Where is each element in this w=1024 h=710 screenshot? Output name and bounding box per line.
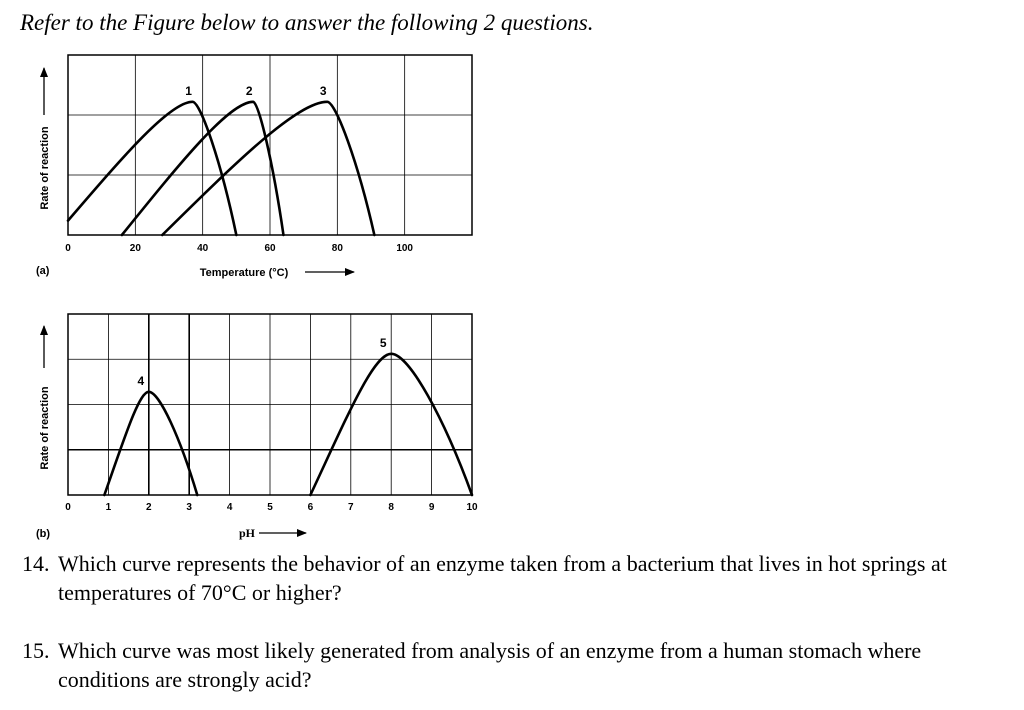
plot-b-grid	[68, 314, 472, 495]
question-14	[22, 549, 1007, 607]
plot-a-curve-label-1: 1	[185, 83, 192, 98]
plot-b-y-axis-label: Rate of reaction	[39, 386, 51, 470]
plot-a-tick-label: 100	[396, 243, 414, 254]
question-15	[22, 636, 1007, 694]
plot-b-x-ticks	[65, 502, 478, 513]
plot-b-tick-label: 4	[226, 502, 233, 513]
question-14-text: Which curve represents the behavior of an enzyme taken from a bacterium that lives in hot springs at temperatures of 70°C or higher?	[58, 551, 947, 605]
plot-a-tick-label: 80	[331, 243, 343, 254]
intro-text: Refer to the Figure below to answer the following 2 questions.	[20, 10, 594, 35]
plot-a-curve-3	[162, 102, 374, 235]
plot-a-tick-label: 20	[129, 243, 141, 254]
question-15-number: 15.	[22, 638, 50, 663]
figure-a	[36, 55, 472, 279]
plot-a-curves	[68, 84, 374, 235]
question-15-text: Which curve was most likely generated from analysis of an enzyme from a human stomach where conditions are strongly acid?	[58, 638, 922, 692]
plot-a-x-ticks	[65, 243, 413, 254]
plot-b-tick-label: 5	[267, 502, 273, 513]
question-14-number: 14.	[22, 551, 50, 576]
plot-b-tick-label: 8	[388, 502, 394, 513]
plot-b-curve-label-5: 5	[379, 335, 387, 350]
plot-a-curve-1	[68, 102, 236, 235]
plot-b-tick-label: 9	[428, 502, 435, 513]
plot-b-tick-label: 3	[186, 502, 192, 513]
plot-b-x-axis-label: pH	[239, 526, 256, 540]
plot-a-y-axis-label: Rate of reaction	[39, 126, 51, 210]
plot-a-curve-label-3: 3	[319, 83, 327, 98]
plot-b-curves	[104, 336, 472, 495]
plot-a-x-axis-label: Temperature (°C)	[199, 267, 289, 279]
plot-b-tick-label: 7	[348, 502, 354, 513]
panel-b-label: (b)	[36, 528, 51, 540]
plot-a-curve-label-2: 2	[245, 83, 253, 98]
plot-a-tick-label: 40	[197, 243, 209, 254]
plot-b-curve-label-4: 4	[137, 373, 145, 388]
figure-b	[36, 314, 478, 540]
panel-a-label: (a)	[36, 265, 50, 277]
plot-b-tick-label: 10	[466, 502, 478, 513]
plot-a-tick-label: 0	[65, 243, 71, 254]
plot-b-tick-label: 0	[65, 502, 71, 513]
plot-b-tick-label: 2	[146, 502, 152, 513]
plot-b-curve-4	[104, 392, 197, 495]
plot-a-grid	[68, 55, 472, 235]
plot-a-tick-label: 60	[264, 243, 276, 254]
plot-b-tick-label: 6	[307, 502, 314, 513]
plot-b-tick-label: 1	[105, 502, 112, 513]
